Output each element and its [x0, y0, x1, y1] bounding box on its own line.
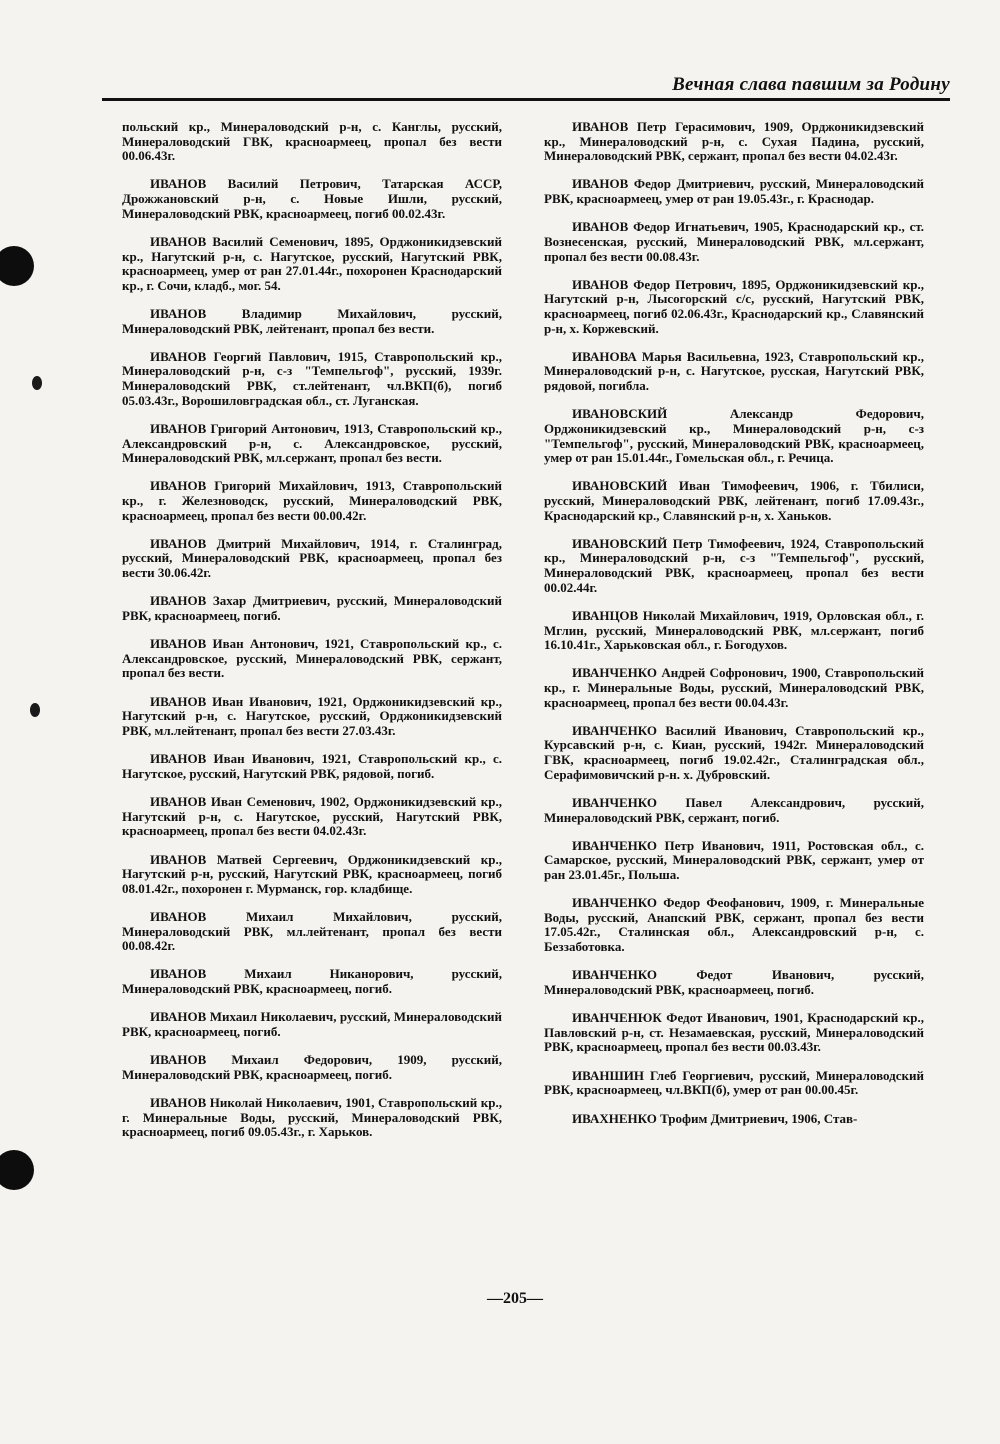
punch-hole [0, 246, 34, 286]
scan-speck [30, 703, 40, 717]
roster-entry [544, 609, 924, 653]
entry-surname: ИВАНОВ [572, 276, 629, 292]
roster-entry [122, 1010, 502, 1039]
entry-surname: ИВАНОВ [572, 219, 629, 235]
roster-entry [544, 120, 924, 164]
entry-surname: ИВАНОВ [150, 693, 207, 709]
roster-entry [122, 350, 502, 408]
entry-details: Михаил Михайлович, русский, Минераловодский РВК, мл.лейтенант, пропал без вести 00.08.42г. [122, 908, 503, 954]
entry-surname: ИВАНОВ [150, 233, 207, 249]
entry-surname: ИВАНОВ [150, 176, 207, 192]
entry-details: Михаил Никанорович, русский, Минераловодский РВК, красноармеец, погиб. [122, 966, 502, 997]
entry-surname: ИВАНОВ [150, 1009, 207, 1025]
entry-details: Григорий Антонович, 1913, Ставропольский кр., Александровский р-н, с. Александровское, русский, Минераловодский РВК, мл.сержант, пропал без вести. [122, 420, 502, 466]
entry-surname: ИВАНОВ [572, 119, 629, 134]
roster-entry [122, 1053, 502, 1082]
entry-details: Петр Иванович, 1911, Ростовская обл., с. Самарское, русский, Минераловодский РВК, сержант, умер от ран 23.01.45г., Польша. [544, 837, 925, 882]
roster-entry [122, 695, 502, 739]
entry-details: Матвей Сергеевич, Орджоникидзевский кр., Нагутский р-н, русский, Нагутский РВК, красноармеец, погиб 08.01.42г., похоронен г. Мурманск, гор. кладбище. [122, 851, 502, 896]
roster-entry [122, 795, 502, 839]
roster-entry [544, 177, 924, 206]
entry-surname: ИВАНЧЕНКО [572, 967, 658, 983]
entry-details: Павел Александрович, русский, Минераловодский РВК, сержант, погиб. [544, 794, 924, 825]
roster-entry [544, 666, 924, 710]
entry-details: Владимир Михайлович, русский, Минераловодский РВК, лейтенант, пропал без вести. [122, 306, 502, 336]
entry-details: Иван Антонович, 1921, Ставропольский кр., с. Александровское, русский, Минераловодский РВК, сержант, пропал без вести. [122, 636, 502, 681]
roster-entry [122, 637, 502, 681]
entry-details: Георгий Павлович, 1915, Ставропольский кр., Минераловодский р-н, с-з "Темпельгоф", русский, 1939г. Минераловодский РВК, ст.лейтенант, чл.ВКП(б), погиб 05.03.43г., Ворошиловградская обл., ст. Луганская. [122, 348, 503, 408]
roster-entry [122, 967, 502, 996]
roster-entry [122, 537, 502, 581]
entry-details: Захар Дмитриевич, русский, Минераловодский РВК, красноармеец, погиб. [122, 593, 503, 623]
roster-entry [544, 479, 924, 523]
entry-surname: ИВАНОВ [150, 1095, 207, 1111]
roster-entry [122, 752, 502, 781]
entry-details: Петр Герасимович, 1909, Орджоникидзевский кр., Минераловодский р-н, с. Сухая Падина, русский, Минераловодский РВК, сержант, пропал без вести 04.02.43г. [544, 119, 925, 164]
roster-entry [544, 407, 924, 465]
roster-entry [122, 235, 502, 293]
entry-details: Трофим Дмитриевич, 1906, Став- [660, 1110, 858, 1126]
roster-entry [544, 537, 924, 595]
entry-surname: ИВАНЧЕНКО [572, 837, 658, 853]
entry-details: Александр Федорович, Орджоникидзевский кр., Минераловодский р-н, с-з "Темпельгоф", русский, Минераловодский РВК, красноармеец, умер от ран 15.01.44г., Гомельская обл., г. Речица. [544, 406, 925, 466]
entry-details: Николай Николаевич, 1901, Ставропольский кр., г. Минеральные Воды, русский, Минераловодский РВК, красноармеец, погиб 09.05.43г., г. Харьков. [122, 1095, 503, 1140]
entry-details: Николай Михайлович, 1919, Орловская обл., г. Мглин, русский, Минераловодский РВК, мл.сержант, погиб 16.10.41г., Харьковская обл., г. Богодухов. [544, 607, 924, 653]
left-column [122, 120, 502, 1154]
entry-details: Марья Васильевна, 1923, Ставропольский кр., Минераловодский р-н, с. Нагутское, русская, Нагутский РВК, рядовой, погибла. [544, 348, 924, 394]
entry-surname: ИВАНОВ [150, 794, 207, 810]
entry-surname: ИВАНОВ [150, 966, 207, 982]
header-rule [102, 98, 950, 101]
entry-surname: ИВАНОВСКИЙ [572, 478, 668, 494]
roster-entry [544, 1069, 924, 1098]
entry-details: Иван Иванович, 1921, Орджоникидзевский кр., Нагутский р-н, с. Нагутское, русский, Орджоникидзевский РВК, мл.лейтенант, пропал без вести 27.03.43г. [122, 693, 502, 738]
roster-entry [544, 839, 924, 883]
entry-surname: ИВАНОВ [150, 478, 207, 494]
entry-details: Иван Семенович, 1902, Орджоникидзевский кр., Нагутский р-н, с. Нагутское, русский, Нагутский РВК, красноармеец, пропал без вести 04.02.43г. [122, 794, 502, 839]
roster-entry [122, 853, 502, 897]
entry-surname: ИВАНЧЕНКО [572, 895, 658, 911]
entry-surname: ИВАНОВ [150, 420, 207, 436]
entry-details: Дмитрий Михайлович, 1914, г. Сталинград, русский, Минераловодский РВК, красноармеец, пропал без вести 30.06.42г. [122, 535, 502, 581]
roster-entry [544, 724, 924, 782]
entry-surname: ИВАНОВ [150, 348, 207, 364]
roster-entry [122, 177, 502, 221]
entry-surname: ИВАНОВ [150, 1052, 207, 1068]
entry-surname: ИВАНОВ [150, 751, 207, 767]
entry-details: Михаил Николаевич, русский, Минераловодский РВК, красноармеец, погиб. [122, 1009, 503, 1039]
roster-entry [122, 594, 502, 623]
entry-details: Василий Иванович, Ставропольский кр., Курсавский р-н, с. Киан, русский, 1942г. Минераловодский ГВК, красноармеец, погиб 19.02.42г., Сталинградская обл., Серафимовичский р-н. х. Дубровский. [544, 722, 924, 782]
entry-surname: ИВАНОВСКИЙ [572, 406, 668, 422]
roster-entry [122, 307, 502, 336]
roster-entry [122, 422, 502, 466]
roster-entry [544, 278, 924, 336]
entry-details: Глеб Георгиевич, русский, Минераловодский РВК, красноармеец, чл.ВКП(б), умер от ран 00.00.45г. [544, 1067, 924, 1098]
entry-surname: ИВАНЧЕНКО [572, 794, 658, 810]
entry-details: Федор Петрович, 1895, Орджоникидзевский кр., Нагутский р-н, Лысогорский с/с, русский, Нагутский РВК, красноармеец, погиб 02.06.43г., Краснодарский кр., Славянский р-н, х. Коржевский. [544, 276, 924, 336]
entry-surname: ИВАНЧЕНЮК [572, 1010, 662, 1026]
page-header-title: Вечная слава павшим за Родину [672, 74, 950, 95]
roster-entry [122, 479, 502, 523]
roster-entry [122, 1096, 502, 1140]
entry-surname: ИВАНЧЕНКО [572, 665, 658, 681]
roster-entry [544, 968, 924, 997]
entry-details: Федор Игнатьевич, 1905, Краснодарский кр., ст. Вознесенская, русский, Минераловодский РВК, мл.сержант, пропал без вести 00.08.43г. [544, 219, 925, 264]
entry-details: Василий Семенович, 1895, Орджоникидзевский кр., Нагутский р-н, с. Нагутское, русский, Нагутский РВК, красноармеец, умер от ран 27.01.44г., похоронен Краснодарский кр., г. Сочи, кладб., мог. 54. [122, 233, 502, 293]
entry-surname: ИВАНОВ [150, 306, 207, 321]
entry-surname: ИВАНОВ [150, 535, 207, 551]
page-number: —205— [487, 1290, 543, 1307]
roster-entry [122, 910, 502, 954]
entry-surname: ИВАНОВ [572, 176, 629, 192]
entry-surname: ИВАНШИН [572, 1067, 644, 1083]
entry-surname: ИВАНОВА [572, 348, 637, 364]
roster-entry [544, 1011, 924, 1055]
entry-surname: ИВАХНЕНКО [572, 1110, 657, 1126]
roster-entry [544, 220, 924, 264]
entry-details: Михаил Федорович, 1909, русский, Минераловодский РВК, красноармеец, погиб. [122, 1052, 502, 1082]
entry-details: Федот Иванович, русский, Минераловодский РВК, красноармеец, погиб. [544, 967, 924, 997]
entry-details: Федот Иванович, 1901, Краснодарский кр., Павловский р-н, ст. Незамаевская, русский, Минераловодский РВК, красноармеец, пропал без вести 00.03.43г. [544, 1010, 925, 1055]
entry-details: Андрей Софронович, 1900, Ставропольский кр., г. Минеральные Воды, русский, Минераловодский РВК, красноармеец, пропал без вести 00.04.43г. [544, 665, 924, 710]
roster-entry [544, 896, 924, 954]
entry-details: Василий Петрович, Татарская АССР, Дрожжановский р-н, с. Новые Ишли, русский, Минераловодский РВК, красноармеец, погиб 00.02.43г. [122, 176, 502, 221]
entry-details: Иван Иванович, 1921, Ставропольский кр., с. Нагутское, русский, Нагутский РВК, рядовой, погиб. [122, 751, 502, 781]
roster-entry [544, 1112, 924, 1127]
roster-entry [544, 350, 924, 394]
entry-surname: ИВАНОВ [150, 851, 207, 867]
entry-surname: ИВАНОВСКИЙ [572, 535, 668, 551]
entry-surname: ИВАНОВ [150, 636, 207, 652]
punch-hole [0, 1150, 34, 1190]
entry-details: Федор Дмитриевич, русский, Минераловодский РВК, красноармеец, умер от ран 19.05.43г., г. Краснодар. [544, 176, 924, 207]
entry-surname: ИВАНОВ [150, 908, 207, 924]
right-column [544, 120, 924, 1140]
entry-surname: ИВАНЦОВ [572, 607, 639, 623]
entry-details: Федор Феофанович, 1909, г. Минеральные Воды, русский, Анапский РВК, сержант, пропал без вести 17.05.42г., Сталинская обл., Александровский р-н, с. Беззаботовка. [544, 895, 925, 955]
roster-entry [544, 796, 924, 825]
entry-surname: ИВАНОВ [150, 593, 207, 609]
entry-details: польский кр., Минераловодский р-н, с. Канглы, русский, Минераловодский ГВК, красноармеец, пропал без вести 00.06.43г. [122, 119, 502, 164]
entry-details: Иван Тимофеевич, 1906, г. Тбилиси, русский, Минераловодский РВК, лейтенант, погиб 17.09.43г., Краснодарский кр., Славянский р-н, х. Ханьков. [544, 478, 924, 523]
roster-entry [122, 120, 502, 164]
scan-speck [32, 376, 42, 390]
entry-surname: ИВАНЧЕНКО [572, 722, 658, 738]
entry-details: Григорий Михайлович, 1913, Ставропольский кр., г. Железноводск, русский, Минераловодский РВК, красноармеец, пропал без вести 00.00.42г. [122, 478, 503, 523]
entry-details: Петр Тимофеевич, 1924, Ставропольский кр., Минераловодский р-н, с-з "Темпельгоф", русский, Минераловодский РВК, красноармеец, пропал без вести 00.02.44г. [544, 535, 925, 595]
